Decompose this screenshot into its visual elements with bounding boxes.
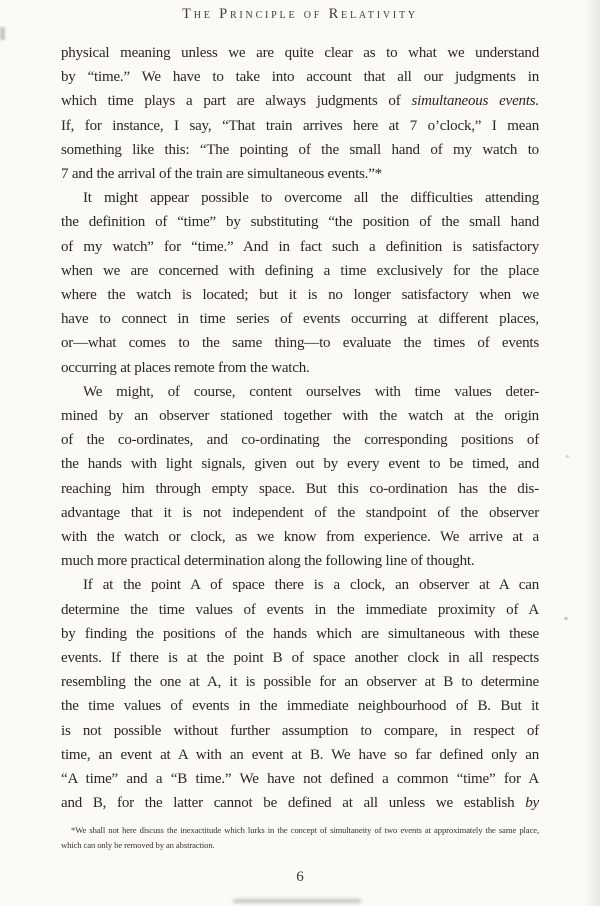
text-segment: time, an event at A with an event at B. We have so far defined only an: [61, 746, 539, 763]
scan-dot-speck: [566, 455, 569, 458]
text-segment: physical meaning unless we are quite clear as to what we understand: [61, 45, 539, 61]
footnote: [61, 823, 539, 852]
body-line: [61, 646, 539, 670]
body-line: [61, 598, 539, 622]
text-segment: is not possible without further assumption to compare, in respect of: [61, 722, 539, 739]
scan-dot-speck: [564, 617, 568, 620]
body-line: [61, 307, 539, 331]
scan-left-speck: [0, 27, 5, 40]
text-segment: by finding the positions of the hands which are simultaneous with these: [61, 625, 539, 642]
text-segment: *We shall not here discuss the inexactitude which lurks in the concept of simultaneity of two events at approximately the same place,: [71, 825, 539, 835]
body-line: [61, 235, 539, 259]
text-segment: or—what comes to the same thing—to evaluate the times of events: [61, 335, 539, 352]
text-segment: with the watch or clock, as we know from experience. We arrive at a: [61, 529, 539, 546]
text-segment: occurring at places remote from the watch.: [61, 359, 310, 376]
text-block: [61, 41, 539, 816]
body-line: [61, 356, 539, 380]
page-number: 6: [296, 869, 304, 885]
body-line: [61, 404, 539, 428]
body-line: [61, 138, 539, 162]
body-line: [61, 501, 539, 525]
scan-bottom-smudge: [233, 899, 361, 903]
text-segment: the definition of “time” by substituting “the position of the small hand: [61, 214, 539, 231]
text-segment: by “time.” We have to take into account that all our judgments in: [61, 69, 539, 86]
body-line: [61, 573, 539, 597]
text-segment: something like this: “The pointing of the small hand of my watch to: [61, 141, 539, 158]
text-segment: and B, for the latter cannot be defined at all unless we establish: [61, 795, 526, 812]
body-line: [61, 186, 539, 210]
body-line: [61, 549, 539, 573]
body-line: [61, 114, 539, 138]
text-segment: mined by an observer stationed together with the watch at the origin: [61, 408, 539, 425]
italic-text: simultaneous events.: [411, 93, 539, 110]
body-line: [61, 694, 539, 718]
body-line: [61, 283, 539, 307]
body-line: [61, 670, 539, 694]
text-segment: much more practical determination along the following line of thought.: [61, 553, 475, 570]
text-segment: It might appear possible to overcome all the difficulties attending: [83, 190, 539, 207]
body-line: [61, 622, 539, 646]
body-line: [61, 331, 539, 355]
body-line: [61, 162, 539, 186]
text-segment: reaching him through empty space. But this co-ordination has the dis-: [61, 480, 539, 497]
body-line: [61, 380, 539, 404]
running-header: The Principle of Relativity: [182, 6, 418, 22]
body-line: [61, 791, 539, 815]
body-line: [61, 477, 539, 501]
scan-edge-shading: [584, 0, 600, 906]
body-line: [61, 428, 539, 452]
text-segment: of the co-ordinates, and co-ordinating the corresponding positions of: [61, 432, 539, 449]
body-line: [61, 89, 539, 113]
body-line: [61, 65, 539, 89]
text-segment: If, for instance, I say, “That train arrives here at 7 o’clock,” I mean: [61, 117, 539, 134]
text-segment: advantage that it is not independent of the standpoint of the observer: [61, 504, 539, 521]
text-segment: We might, of course, content ourselves with time values deter-: [83, 383, 539, 400]
text-segment: where the watch is located; but it is no longer satisfactory when we: [61, 287, 539, 304]
text-segment: when we are concerned with defining a time exclusively for the place: [61, 262, 539, 279]
body-line: [61, 743, 539, 767]
footnote-line: [61, 838, 539, 853]
body-line: [61, 525, 539, 549]
body-line: [61, 767, 539, 791]
text-segment: the time values of events in the immediate neighbourhood of B. But it: [61, 698, 539, 715]
text-segment: 7 and the arrival of the train are simultaneous events.”*: [61, 166, 382, 183]
body-line: [61, 41, 539, 65]
text-segment: the hands with light signals, given out by every event to be timed, and: [61, 456, 539, 473]
italic-text: by: [525, 795, 539, 812]
text-segment: “A time” and a “B time.” We have not defined a common “time” for A: [61, 771, 539, 788]
body-line: [61, 719, 539, 743]
text-segment: have to connect in time series of events occurring at different places,: [61, 311, 539, 328]
text-segment: If at the point A of space there is a clock, an observer at A can: [83, 577, 539, 594]
text-segment: of my watch” for “time.” And in fact such a definition is satisfactory: [61, 238, 539, 255]
body-line: [61, 259, 539, 283]
text-segment: which time plays a part are always judgments of: [61, 93, 412, 110]
text-segment: which can only be removed by an abstraction.: [61, 839, 215, 850]
text-segment: resembling the one at A, it is possible for an observer at B to determine: [61, 674, 539, 691]
footnote-line: [61, 823, 539, 838]
text-segment: events. If there is at the point B of space another clock in all respects: [61, 650, 539, 667]
body-line: [61, 452, 539, 476]
text-segment: determine the time values of events in the immediate proximity of A: [61, 601, 539, 618]
body-line: [61, 210, 539, 234]
